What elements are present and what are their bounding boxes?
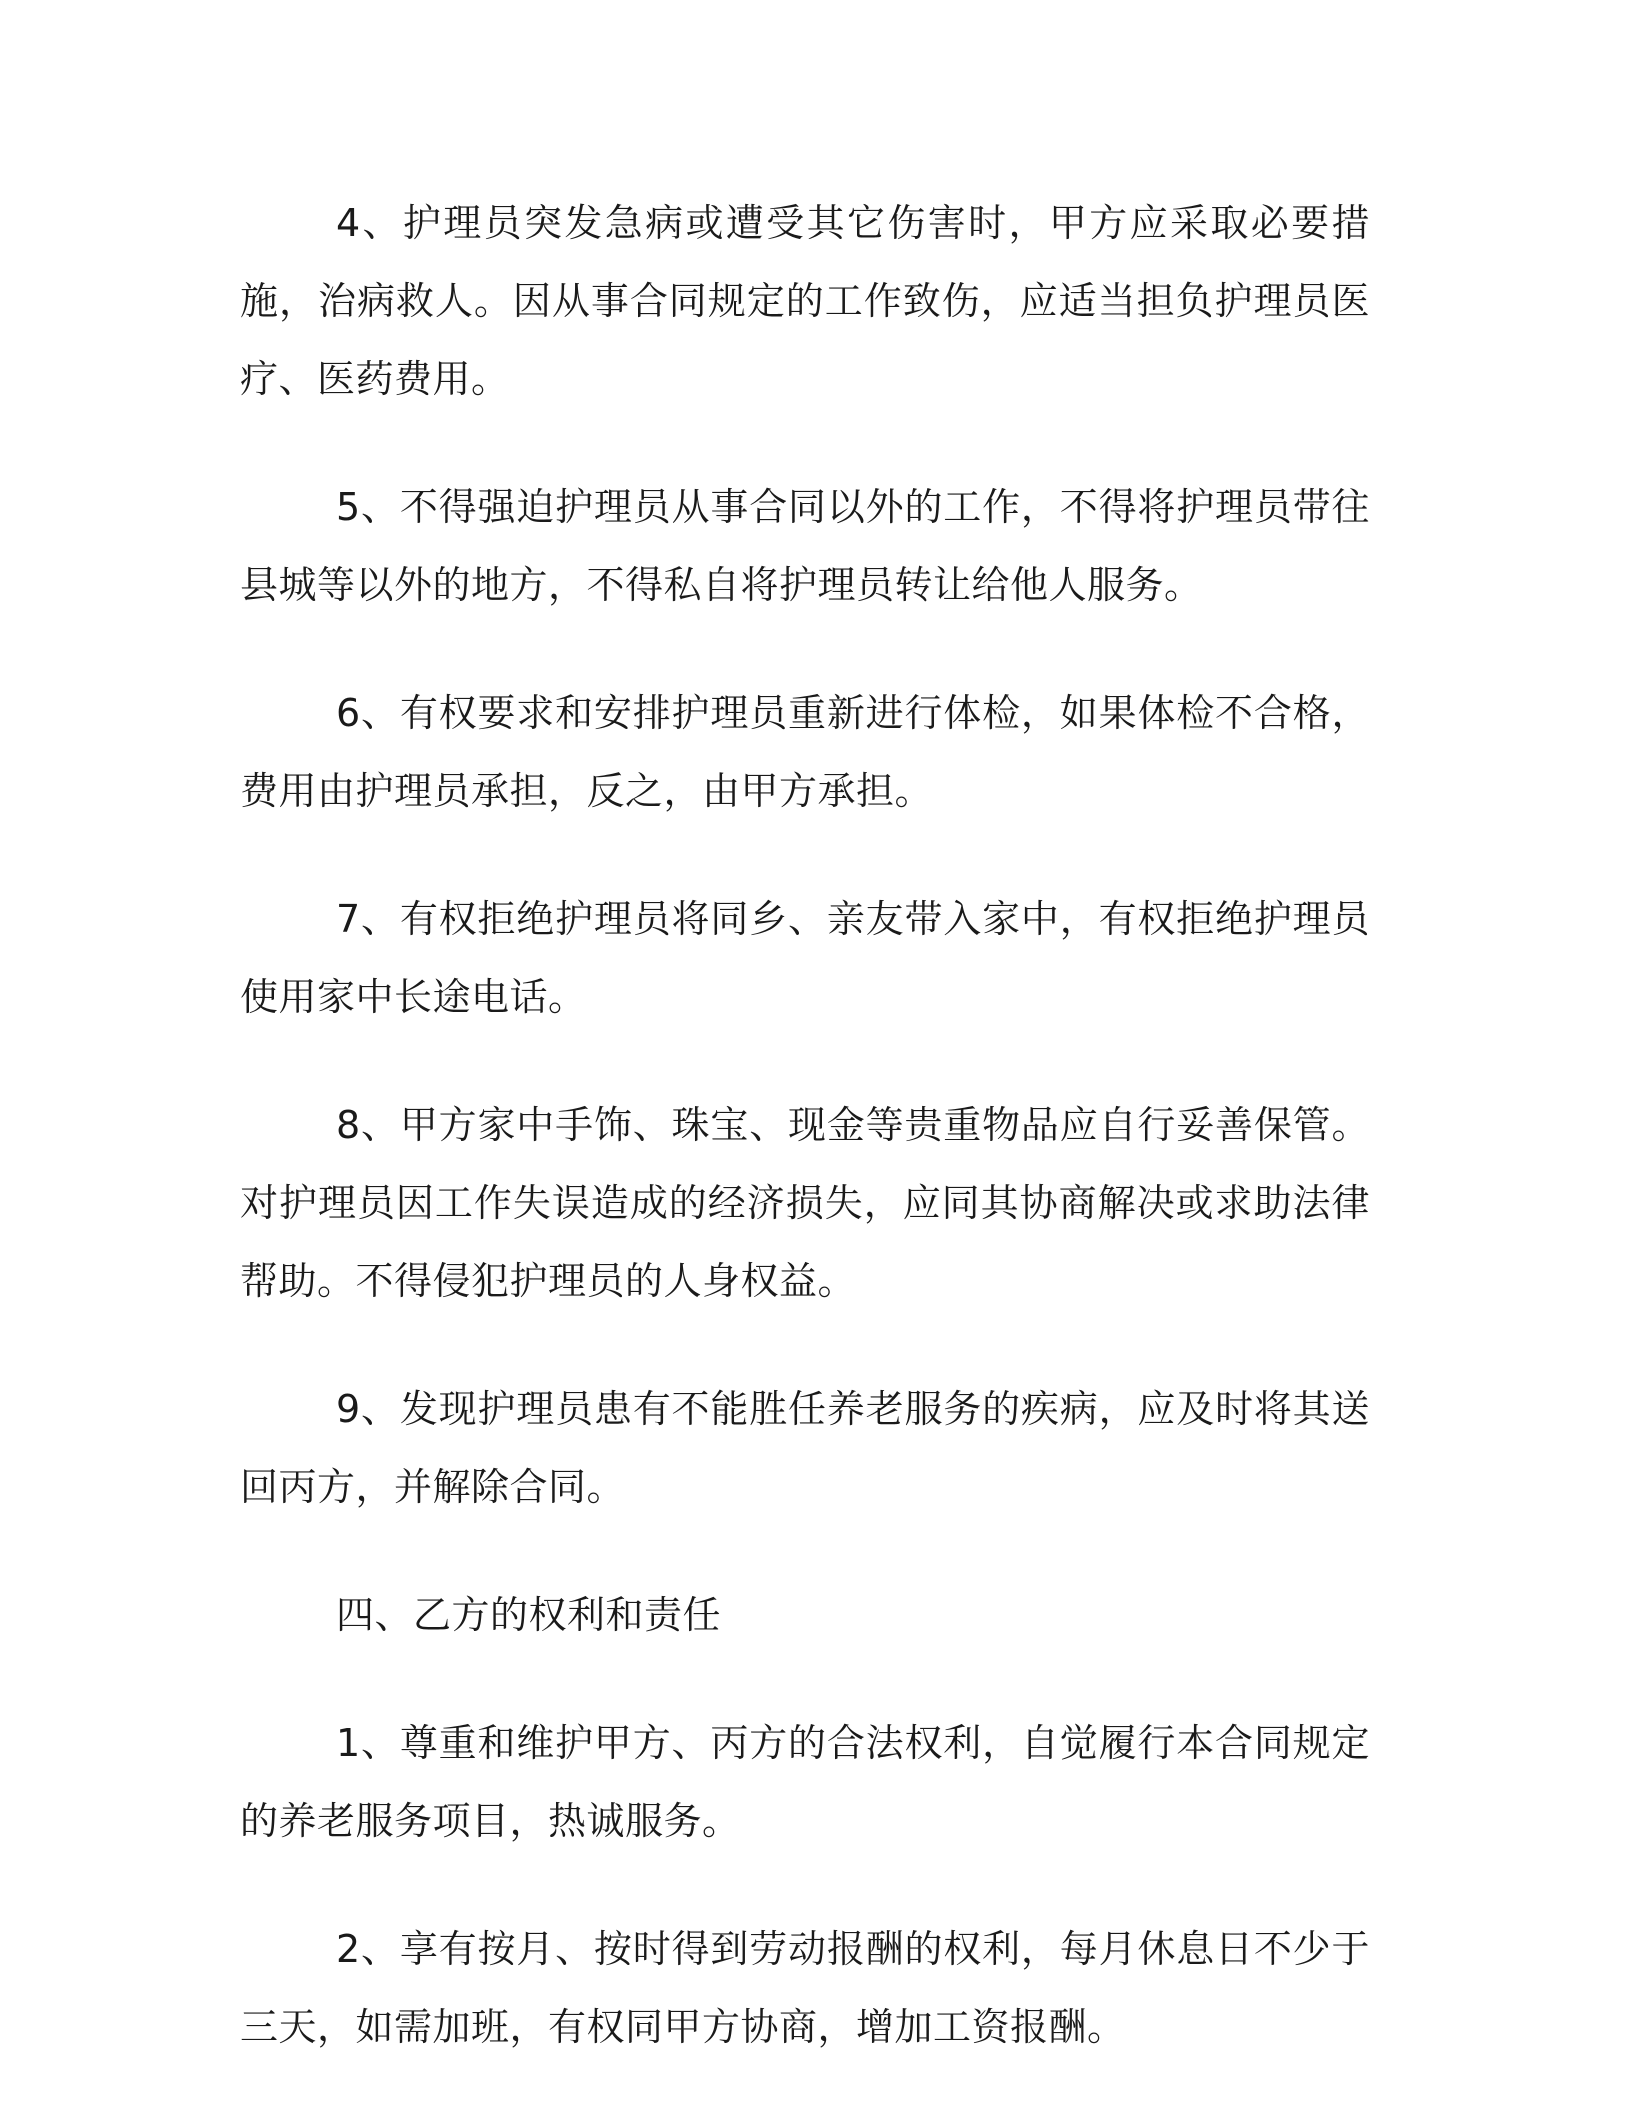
document-body [240,184,1370,2116]
section-heading-4: 四、乙方的权利和责任 [336,1593,722,1637]
clause-4-1: 1、尊重和维护甲方、丙方的合法权利，自觉履行本合同规定的养老服务项目，热诚服务。 [240,1721,1370,1843]
clause-3-7: 7、有权拒绝护理员将同乡、亲友带入家中，有权拒绝护理员使用家中长途电话。 [240,897,1370,1019]
clause-3-5: 5、不得强迫护理员从事合同以外的工作，不得将护理员带往县城等以外的地方，不得私自将护理员转让给他人服务。 [240,485,1370,607]
clause-3-8: 8、甲方家中手饰、珠宝、现金等贵重物品应自行妥善保管。对护理员因工作失误造成的经济损失，应同其协商解决或求助法律帮助。不得侵犯护理员的人身权益。 [240,1103,1370,1303]
clause-4-2: 2、享有按月、按时得到劳动报酬的权利，每月休息日不少于三天，如需加班，有权同甲方协商，增加工资报酬。 [240,1927,1370,2049]
clause-3-4: 4、护理员突发急病或遭受其它伤害时，甲方应采取必要措施，治病救人。因从事合同规定的工作致伤，应适当担负护理员医疗、医药费用。 [240,201,1370,401]
clause-3-6: 6、有权要求和安排护理员重新进行体检，如果体检不合格，费用由护理员承担，反之，由甲方承担。 [240,691,1370,813]
clause-3-9: 9、发现护理员患有不能胜任养老服务的疾病，应及时将其送回丙方，并解除合同。 [240,1387,1370,1509]
